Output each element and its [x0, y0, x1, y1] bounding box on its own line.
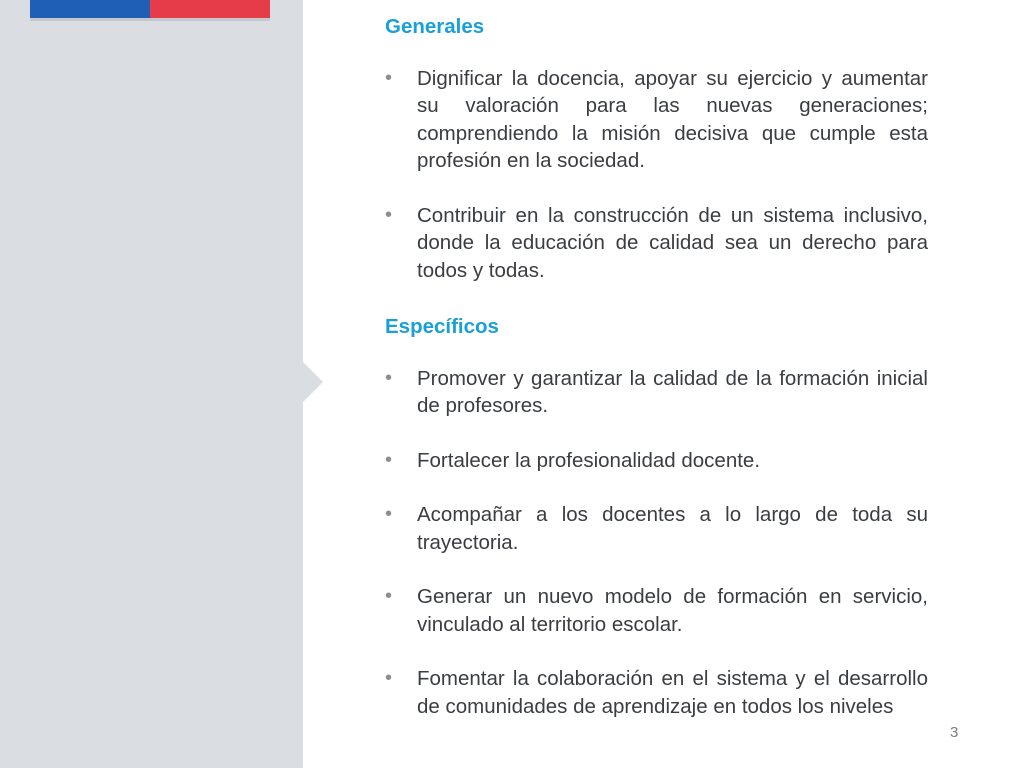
sidebar-arrow-notch	[303, 362, 323, 402]
flag-blue-stripe	[30, 0, 150, 18]
list-item	[385, 665, 928, 720]
list-item	[385, 447, 928, 475]
sidebar-panel	[0, 0, 303, 768]
list-item-text: Acompañar a los docentes a lo largo de toda su trayectoria.	[417, 503, 928, 554]
list-item-text: Promover y garantizar la calidad de la formación inicial de profesores.	[417, 366, 928, 417]
slide-content	[385, 13, 928, 720]
bullet-icon: •	[385, 66, 393, 89]
bullet-icon: •	[385, 667, 393, 689]
section-heading-generales: Generales	[385, 15, 485, 38]
list-item-text: Dignificar la docencia, apoyar su ejercicio y aumentar su valoración para las nuevas generaciones; comprendiendo la misión decisiva que cumple esta profesión en la sociedad.	[417, 66, 928, 172]
list-item	[385, 583, 928, 638]
bullet-icon: •	[385, 585, 393, 607]
flag-shadow	[30, 18, 270, 21]
list-item	[385, 202, 928, 285]
list-item-text: Contribuir en la construcción de un sistema inclusivo, donde la educación de calidad sea un derecho para todos y todas.	[417, 203, 928, 282]
list-item	[385, 501, 928, 556]
list-item-text: Generar un nuevo modelo de formación en servicio, vinculado al territorio escolar.	[417, 585, 928, 636]
section-heading-especificos: Específicos	[385, 315, 499, 338]
list-item	[385, 65, 928, 175]
list-item	[385, 365, 928, 420]
page-number: 3	[950, 724, 959, 741]
flag-red-stripe	[150, 0, 270, 18]
bullet-icon: •	[385, 448, 393, 471]
list-generales	[385, 65, 928, 285]
bullet-icon: •	[385, 366, 393, 389]
list-item-text: Fomentar la colaboración en el sistema y el desarrollo de comunidades de aprendizaje en todos los niveles	[417, 667, 928, 718]
list-especificos	[385, 365, 928, 721]
bullet-icon: •	[385, 203, 393, 226]
bullet-icon: •	[385, 503, 393, 525]
list-item-text: Fortalecer la profesionalidad docente.	[417, 448, 761, 472]
flag-logo-bar	[30, 0, 270, 18]
